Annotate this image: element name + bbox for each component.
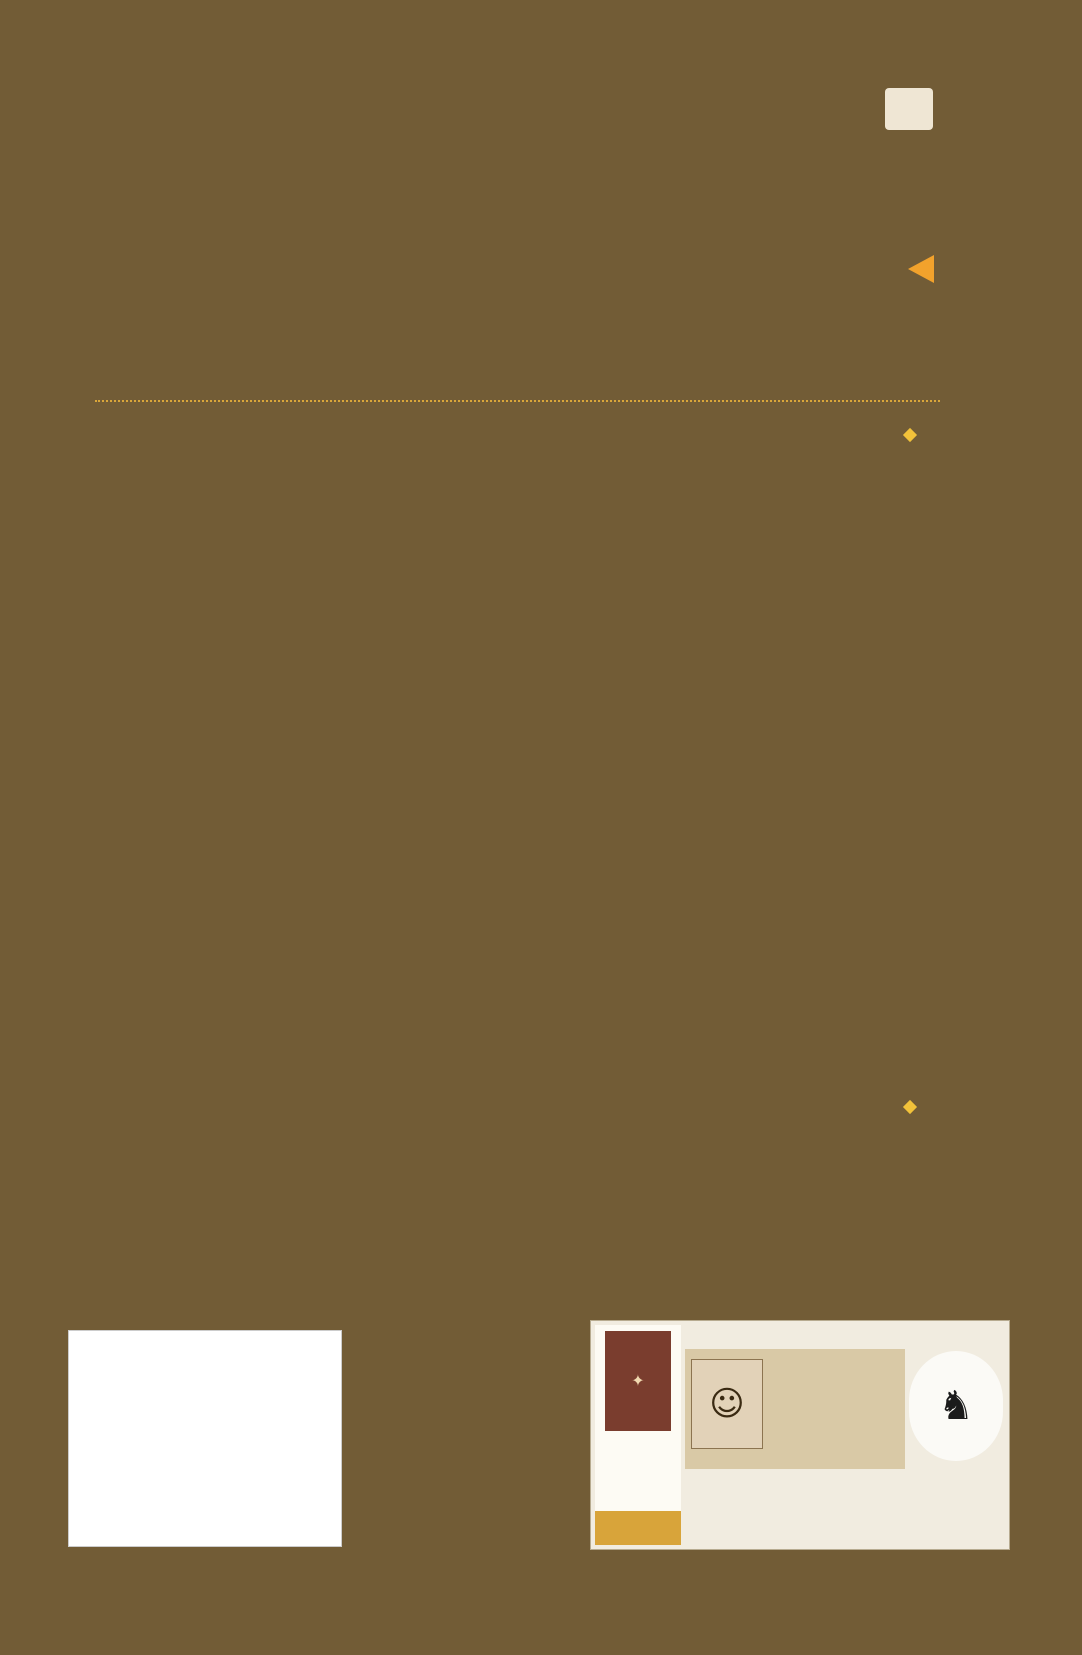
arrow-icon [908, 255, 934, 283]
novel-logo [878, 88, 940, 133]
barcode [68, 1330, 342, 1547]
manama-emblem-icon: ✦ [605, 1331, 671, 1431]
anniversary-banner [685, 1323, 1005, 1347]
publisher-sticker [590, 1320, 1010, 1550]
diamond-icon-bottom [903, 1100, 917, 1114]
publisher-logo-icon: ♞ [909, 1351, 1003, 1461]
author-panel [685, 1349, 905, 1469]
manama-panel [595, 1325, 681, 1545]
divider [95, 400, 940, 402]
barcode-bars [75, 1337, 335, 1507]
novel-logo-mark [885, 88, 933, 130]
diamond-icon-top [903, 428, 917, 442]
author-portrait-icon: ☺ [691, 1359, 763, 1449]
manama-year [595, 1511, 681, 1545]
